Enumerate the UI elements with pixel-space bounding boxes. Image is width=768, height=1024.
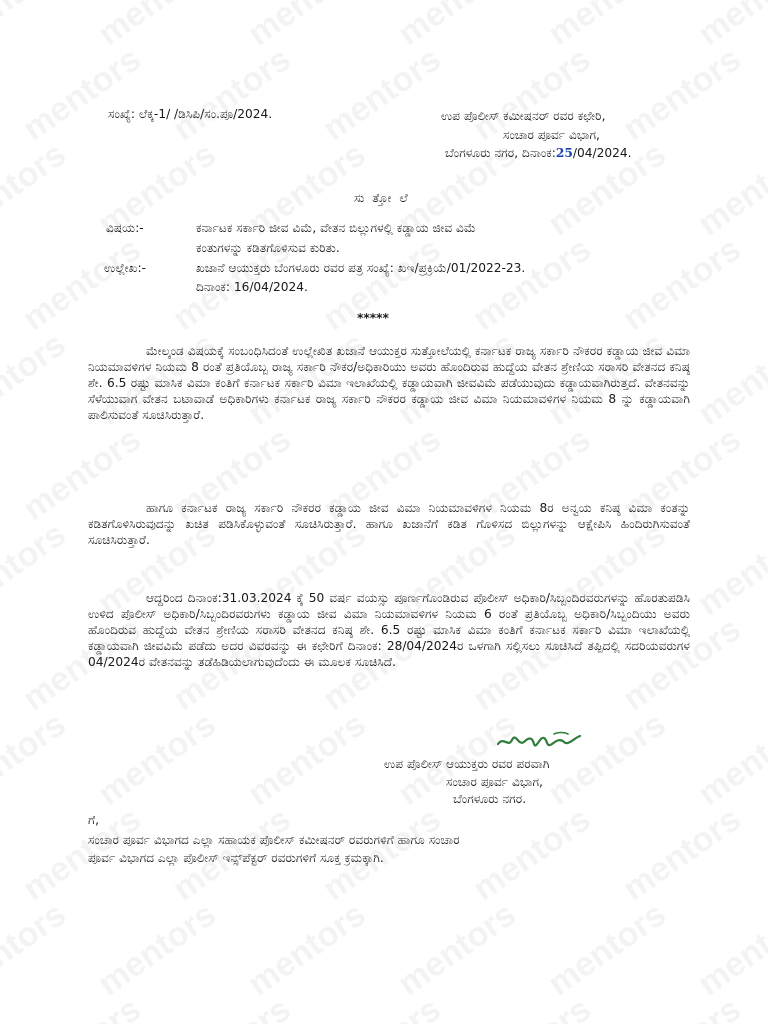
reference-line-1: ಖಜಾನೆ ಆಯುಕ್ತರು ಬೆಂಗಳೂರು ರವರ ಪತ್ರ ಸಂಖ್ಯೆ: ಖಇ/ಪ್ರಕ್ರಿಯೆ/01/2022-23. bbox=[196, 261, 526, 275]
watermark-text bbox=[0, 325, 73, 434]
signatory-city: ಬೆಂಗಳೂರು ನಗರ. bbox=[453, 792, 527, 806]
watermark-text bbox=[691, 0, 768, 54]
date-prefix: ಬೆಂಗಳೂರು ನಗರ, ದಿನಾಂಕ: bbox=[445, 146, 556, 160]
recipients-line-2: ಪೂರ್ವ ವಿಭಾಗದ ಎಲ್ಲಾ ಪೊಲೀಸ್ ಇನ್ಸ್‌ಪೆಕ್ಟರ್ ರವರುಗಳಿಗೆ ಸೂಕ್ತ ಕ್ರಮಕ್ಕಾಗಿ. bbox=[88, 851, 384, 865]
watermark-text bbox=[616, 800, 748, 909]
office-name: ಉಪ ಪೊಲೀಸ್ ಕಮೀಷನರ್ ರವರ ಕಛೇರಿ, bbox=[441, 109, 606, 123]
watermark-text bbox=[691, 895, 768, 1004]
watermark-text bbox=[166, 40, 298, 149]
signatory-designation: ಉಪ ಪೊಲೀಸ್ ಆಯುಕ್ತರು ರವರ ಪರವಾಗಿ bbox=[384, 757, 550, 771]
watermark-text bbox=[0, 0, 73, 54]
paragraph-2-text: ಹಾಗೂ ಕರ್ನಾಟಕ ರಾಜ್ಯ ಸರ್ಕಾರಿ ನೌಕರರ ಕಡ್ಡಾಯ ಜೀವ ವಿಮಾ ನಿಯಮಾವಳಿಗಳ ನಿಯಮ 8ರ ಅನ್ವಯ ಕನಿಷ್ಠ ವಿಮಾ ಕಂತನ್ನು ಕಡಿತಗೊಳಿಸಿರುವುದನ್ನು ಖಚಿತ ಪಡಿಸಿಕೊಳ್ಳುವಂತೆ ಸೂಚಿಸಿರುತ್ತಾರೆ. ಹಾಗೂ ಖಜಾನೆಗೆ ಕಡಿತ ಗೊಳಿಸದ ಬಿಲ್ಲುಗಳನ್ನು ಆಕ್ಷೇಪಿಸಿ ಹಿಂದಿರುಗಿಸುವಂತೆ ಸೂಚಿಸಿರುತ್ತಾರೆ. bbox=[88, 501, 690, 547]
watermark-text bbox=[0, 895, 73, 1004]
paragraph-1-text: ಮೇಲ್ಕಂಡ ವಿಷಯಕ್ಕೆ ಸಂಬಂಧಿಸಿದಂತೆ ಉಲ್ಲೇಖಿತ ಖಜಾನೆ ಆಯುಕ್ತರ ಸುತ್ತೋಲೆಯಲ್ಲಿ ಕರ್ನಾಟಕ ರಾಜ್ಯ ಸರ್ಕಾರಿ ನೌಕರರ ಕಡ್ಡಾಯ ಜೀವ ವಿಮಾ ನಿಯಮಾವಳಿಗಳ ನಿಯಮ 8 ರಂತೆ ಪ್ರತಿಯೊಬ್ಬ ರಾಜ್ಯ ಸರ್ಕಾರಿ ನೌಕರ/ಅಧಿಕಾರಿಯು ಅವರು ಹೊಂದಿರುವ ಹುದ್ದೆಯ ವೇತನ ಶ್ರೇಣಿಯ ಸರಾಸರಿ ವೇತನದ ಕನಿಷ್ಠ ಶೇ. 6.5 ರಷ್ಟು ಮಾಸಿಕ ವಿಮಾ ಕಂತಿಗೆ ಕರ್ನಾಟಕ ಸರ್ಕಾರಿ ವಿಮಾ ಇಲಾಖೆಯಲ್ಲಿ ಕಡ್ಡಾಯವಾಗಿ ಜೀವವಿಮೆ ಪಡೆಯುವುದು ಕಡ್ಡಾಯವಾಗಿರುತ್ತದೆ. ವೇತನವನ್ನು ಸೆಳೆಯುವಾಗ ವೇತನ ಬಟಾವಾಡೆ ಅಧಿಕಾರಿಗಳು ಕರ್ನಾಟಕ ರಾಜ್ಯ ಸರ್ಕಾರಿ ನೌಕರರ ಕಡ್ಡಾಯ ಜೀವ ವಿಮಾ ನಿಯಮಾವಳಿಗಳ ನಿಯಮ 8 ನ್ನು ಕಡ್ಡಾಯವಾಗಿ ಪಾಲಿಸುವಂತೆ ಸೂಚಿಸಿರುತ್ತಾರೆ. bbox=[88, 344, 690, 422]
reference-label: ಉಲ್ಲೇಖ:- bbox=[104, 261, 147, 275]
watermark-text bbox=[616, 990, 748, 1024]
date-suffix: /04/2024. bbox=[572, 146, 632, 160]
watermark-text bbox=[91, 705, 223, 814]
signatory-division: ಸಂಚಾರ ಪೂರ್ವ ವಿಭಾಗ, bbox=[446, 775, 543, 789]
subject-line-2: ಕಂತುಗಳನ್ನು ಕಡಿತಗೊಳಿಸುವ ಕುರಿತು. bbox=[196, 241, 340, 255]
watermark-text bbox=[391, 0, 523, 54]
subject-line-1: ಕರ್ನಾಟಕ ಸರ್ಕಾರಿ ಜೀವ ವಿಮೆ, ವೇತನ ಬಿಲ್ಲುಗಳಲ್ಲಿ ಕಡ್ಡಾಯ ಜೀವ ವಿಮೆ bbox=[196, 221, 476, 235]
separator: ***** bbox=[357, 311, 389, 325]
paragraph-3 bbox=[88, 590, 690, 670]
watermark-text bbox=[616, 40, 748, 149]
watermark-text bbox=[541, 0, 673, 54]
watermark-text bbox=[0, 135, 73, 244]
subject-label: ವಿಷಯ:- bbox=[106, 221, 144, 235]
watermark-text bbox=[91, 895, 223, 1004]
watermark-text bbox=[0, 705, 73, 814]
watermark-text bbox=[541, 705, 673, 814]
office-division: ಸಂಚಾರ ಪೂರ್ವ ವಿಭಾಗ, bbox=[503, 128, 600, 142]
watermark-text bbox=[691, 515, 768, 624]
reference-number: ಸಂಖ್ಯೆ: ಲೆಕ್ಕ-1/ /ಡಿಸಿಪಿ/ಸಂ.ಪೂ/2024. bbox=[108, 107, 273, 121]
watermark-text bbox=[241, 895, 373, 1004]
watermark-text bbox=[691, 705, 768, 814]
reference-line-2: ದಿನಾಂಕ: 16/04/2024. bbox=[196, 280, 308, 294]
watermark-text bbox=[16, 230, 148, 339]
watermark-text bbox=[91, 0, 223, 54]
recipients-label: ಗೆ, bbox=[88, 813, 99, 827]
office-city-date bbox=[445, 147, 632, 159]
paragraph-3-text: ಆದ್ದರಿಂದ ದಿನಾಂಕ:31.03.2024 ಕ್ಕೆ 50 ವರ್ಷ ವಯಸ್ಸು ಪೂರ್ಣಗೊಂಡಿರುವ ಪೊಲೀಸ್ ಅಧಿಕಾರಿ/ಸಿಬ್ಬಂದಿರವರುಗಳನ್ನು ಹೊರತುಪಡಿಸಿ ಉಳಿದ ಪೊಲೀಸ್ ಅಧಿಕಾರಿ/ಸಿಬ್ಬಂದಿರವರುಗಳು ಕಡ್ಡಾಯ ಜೀವ ವಿಮಾ ನಿಯಮಾವಳಿಗಳ ನಿಯಮ 6 ರಂತೆ ಪ್ರತಿಯೊಬ್ಬ ಅಧಿಕಾರಿ/ಸಿಬ್ಬಂದಿಯು ಅವರು ಹೊಂದಿರುವ ಹುದ್ದೆಯ ವೇತನ ಶ್ರೇಣಿಯ ಸರಾಸರಿ ವೇತನದ ಕನಿಷ್ಠ ಶೇ. 6.5 ರಷ್ಟು ಮಾಸಿಕ ವಿಮಾ ಕಂತಿಗೆ ಕರ್ನಾಟಕ ಸರ್ಕಾರಿ ವಿಮಾ ಇಲಾಖೆಯಲ್ಲಿ ಕಡ್ಡಾಯವಾಗಿ ಜೀವವಿಮೆ ಪಡೆದು ಅದರ ವಿವರವನ್ನು ಈ ಕಛೇರಿಗೆ ದಿನಾಂಕ: 28/04/2024ರ ಒಳಗಾಗಿ ಸಲ್ಲಿಸಲು ಸೂಚಿಸಿದೆ ತಪ್ಪಿದಲ್ಲಿ ಸದರಿಯವರುಗಳ 04/2024ರ ವೇತನವನ್ನು ತಡೆಹಿಡಿಯಲಾಗುವುದೆಂದು ಈ ಮೂಲಕ ಸೂಚಿಸಿದೆ. bbox=[88, 591, 690, 669]
watermark-text bbox=[691, 325, 768, 434]
watermark-text bbox=[16, 40, 148, 149]
watermark-text bbox=[316, 40, 448, 149]
watermark-text bbox=[466, 990, 598, 1024]
watermark-text bbox=[466, 230, 598, 339]
watermark-text bbox=[616, 230, 748, 339]
date-day-handwritten: 25 bbox=[555, 146, 573, 160]
paragraph-1 bbox=[88, 343, 690, 423]
recipients-line-1: ಸಂಚಾರ ಪೂರ್ವ ವಿಭಾಗದ ಎಲ್ಲಾ ಸಹಾಯಕ ಪೊಲೀಸ್ ಕಮೀಷನರ್ ರವರುಗಳಿಗೆ ಹಾಗೂ ಸಂಚಾರ bbox=[88, 833, 460, 847]
watermark-text bbox=[391, 895, 523, 1004]
watermark-text bbox=[16, 990, 148, 1024]
watermark-text bbox=[0, 515, 73, 624]
watermark-text bbox=[691, 135, 768, 244]
circular-title: ಸು ತ್ತೋ ಲೆ bbox=[354, 191, 410, 205]
watermark-text bbox=[166, 990, 298, 1024]
watermark-text bbox=[241, 0, 373, 54]
watermark-text bbox=[466, 800, 598, 909]
watermark-text bbox=[241, 705, 373, 814]
signature-mark bbox=[494, 728, 584, 754]
watermark-text bbox=[541, 895, 673, 1004]
paragraph-2 bbox=[88, 500, 690, 548]
watermark-text bbox=[316, 990, 448, 1024]
